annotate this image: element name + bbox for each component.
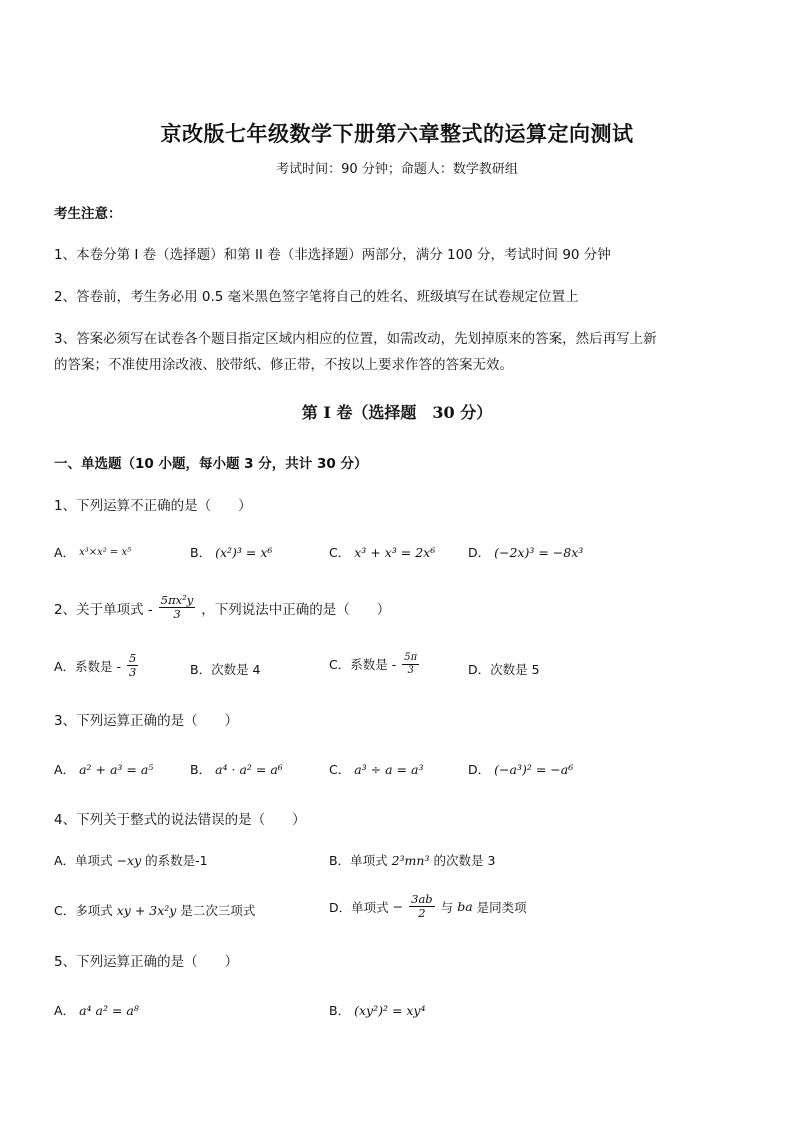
question-4-stem: 4、下列关于整式的说法错误的是（ ） [54,812,306,828]
part-title: 一、单选题（10 小题，每小题 3 分，共计 30 分） [54,456,368,472]
question-1-option-b[interactable]: B． (x²)³ = x⁶ [190,544,273,560]
section-title: 第 I 卷（选择题 30 分） [301,403,493,422]
question-2-option-c[interactable]: C．系数是 - $\frac{5\pi}{3}$ [329,652,418,676]
question-3-option-a[interactable]: A． a² + a³ = a⁵ [54,761,154,777]
question-5-option-a[interactable]: A． a⁴ a² = a⁸ [54,1002,139,1018]
notice-item-1: 1、本卷分第 I 卷（选择题）和第 II 卷（非选择题）两部分，满分 100 分，考试时间 90 分钟 [54,247,611,263]
question-3-option-b[interactable]: B． a⁴ · a² = a⁶ [190,761,283,777]
question-2-option-d[interactable]: D．次数是 5 [468,662,540,677]
question-4-option-a[interactable]: A．单项式 −xy 的系数是-1 [54,852,208,868]
question-1-stem: 1、下列运算不正确的是（ ） [54,498,252,514]
question-3-option-d[interactable]: D． (−a³)² = −a⁶ [468,761,574,777]
exam-info: 考试时间：90 分钟；命题人：数学教研组 [276,162,518,177]
question-2-option-a[interactable]: A．系数是 - $\frac{5}{3}$ [54,651,137,680]
question-4-option-c[interactable]: C．多项式 xy + 3x²y 是二次三项式 [54,902,256,918]
question-3-option-c[interactable]: C． a³ ÷ a = a³ [329,761,424,777]
question-2-fraction: $\frac{\text{5πx²y}}{3}$ [160,593,194,622]
question-2-option-b[interactable]: B．次数是 4 [190,662,261,677]
question-4-option-b[interactable]: B．单项式 2³mn³ 的次数是 3 [329,852,496,868]
question-5-stem: 5、下列运算正确的是（ ） [54,954,239,970]
notice-item-3-line-1: 3、答案必须写在试卷各个题目指定区域内相应的位置，如需改动，先划掉原来的答案，然后再写上新 [54,331,657,347]
question-5-option-b[interactable]: B． (xy²)² = xy⁴ [329,1002,426,1018]
question-1-option-d[interactable]: D． (−2x)³ = −8x³ [468,544,584,560]
question-3-stem: 3、下列运算正确的是（ ） [54,713,239,729]
question-1-option-c[interactable]: C． x³ + x³ = 2x⁶ [329,544,436,560]
notice-item-3-line-2: 的答案；不准使用涂改液、胶带纸、修正带，不按以上要求作答的答案无效。 [54,357,513,373]
question-2-stem: 2、关于单项式 - $\frac{\text{5πx²y}}{3}$ ，下列说法中正确的是（ ） [54,593,391,622]
question-4-option-d[interactable]: D．单项式 − $\frac{3ab}{2}$ 与 ba 是同类项 [329,892,527,921]
question-1-option-a[interactable]: A． x³×x² = x⁵ [54,545,132,560]
page-title: 京改版七年级数学下册第六章整式的运算定向测试 [160,121,634,146]
notice-item-2: 2、答卷前，考生务必用 0.5 毫米黑色签字笔将自己的姓名、班级填写在试卷规定位置上 [54,289,579,305]
notice-heading: 考生注意： [54,206,122,222]
